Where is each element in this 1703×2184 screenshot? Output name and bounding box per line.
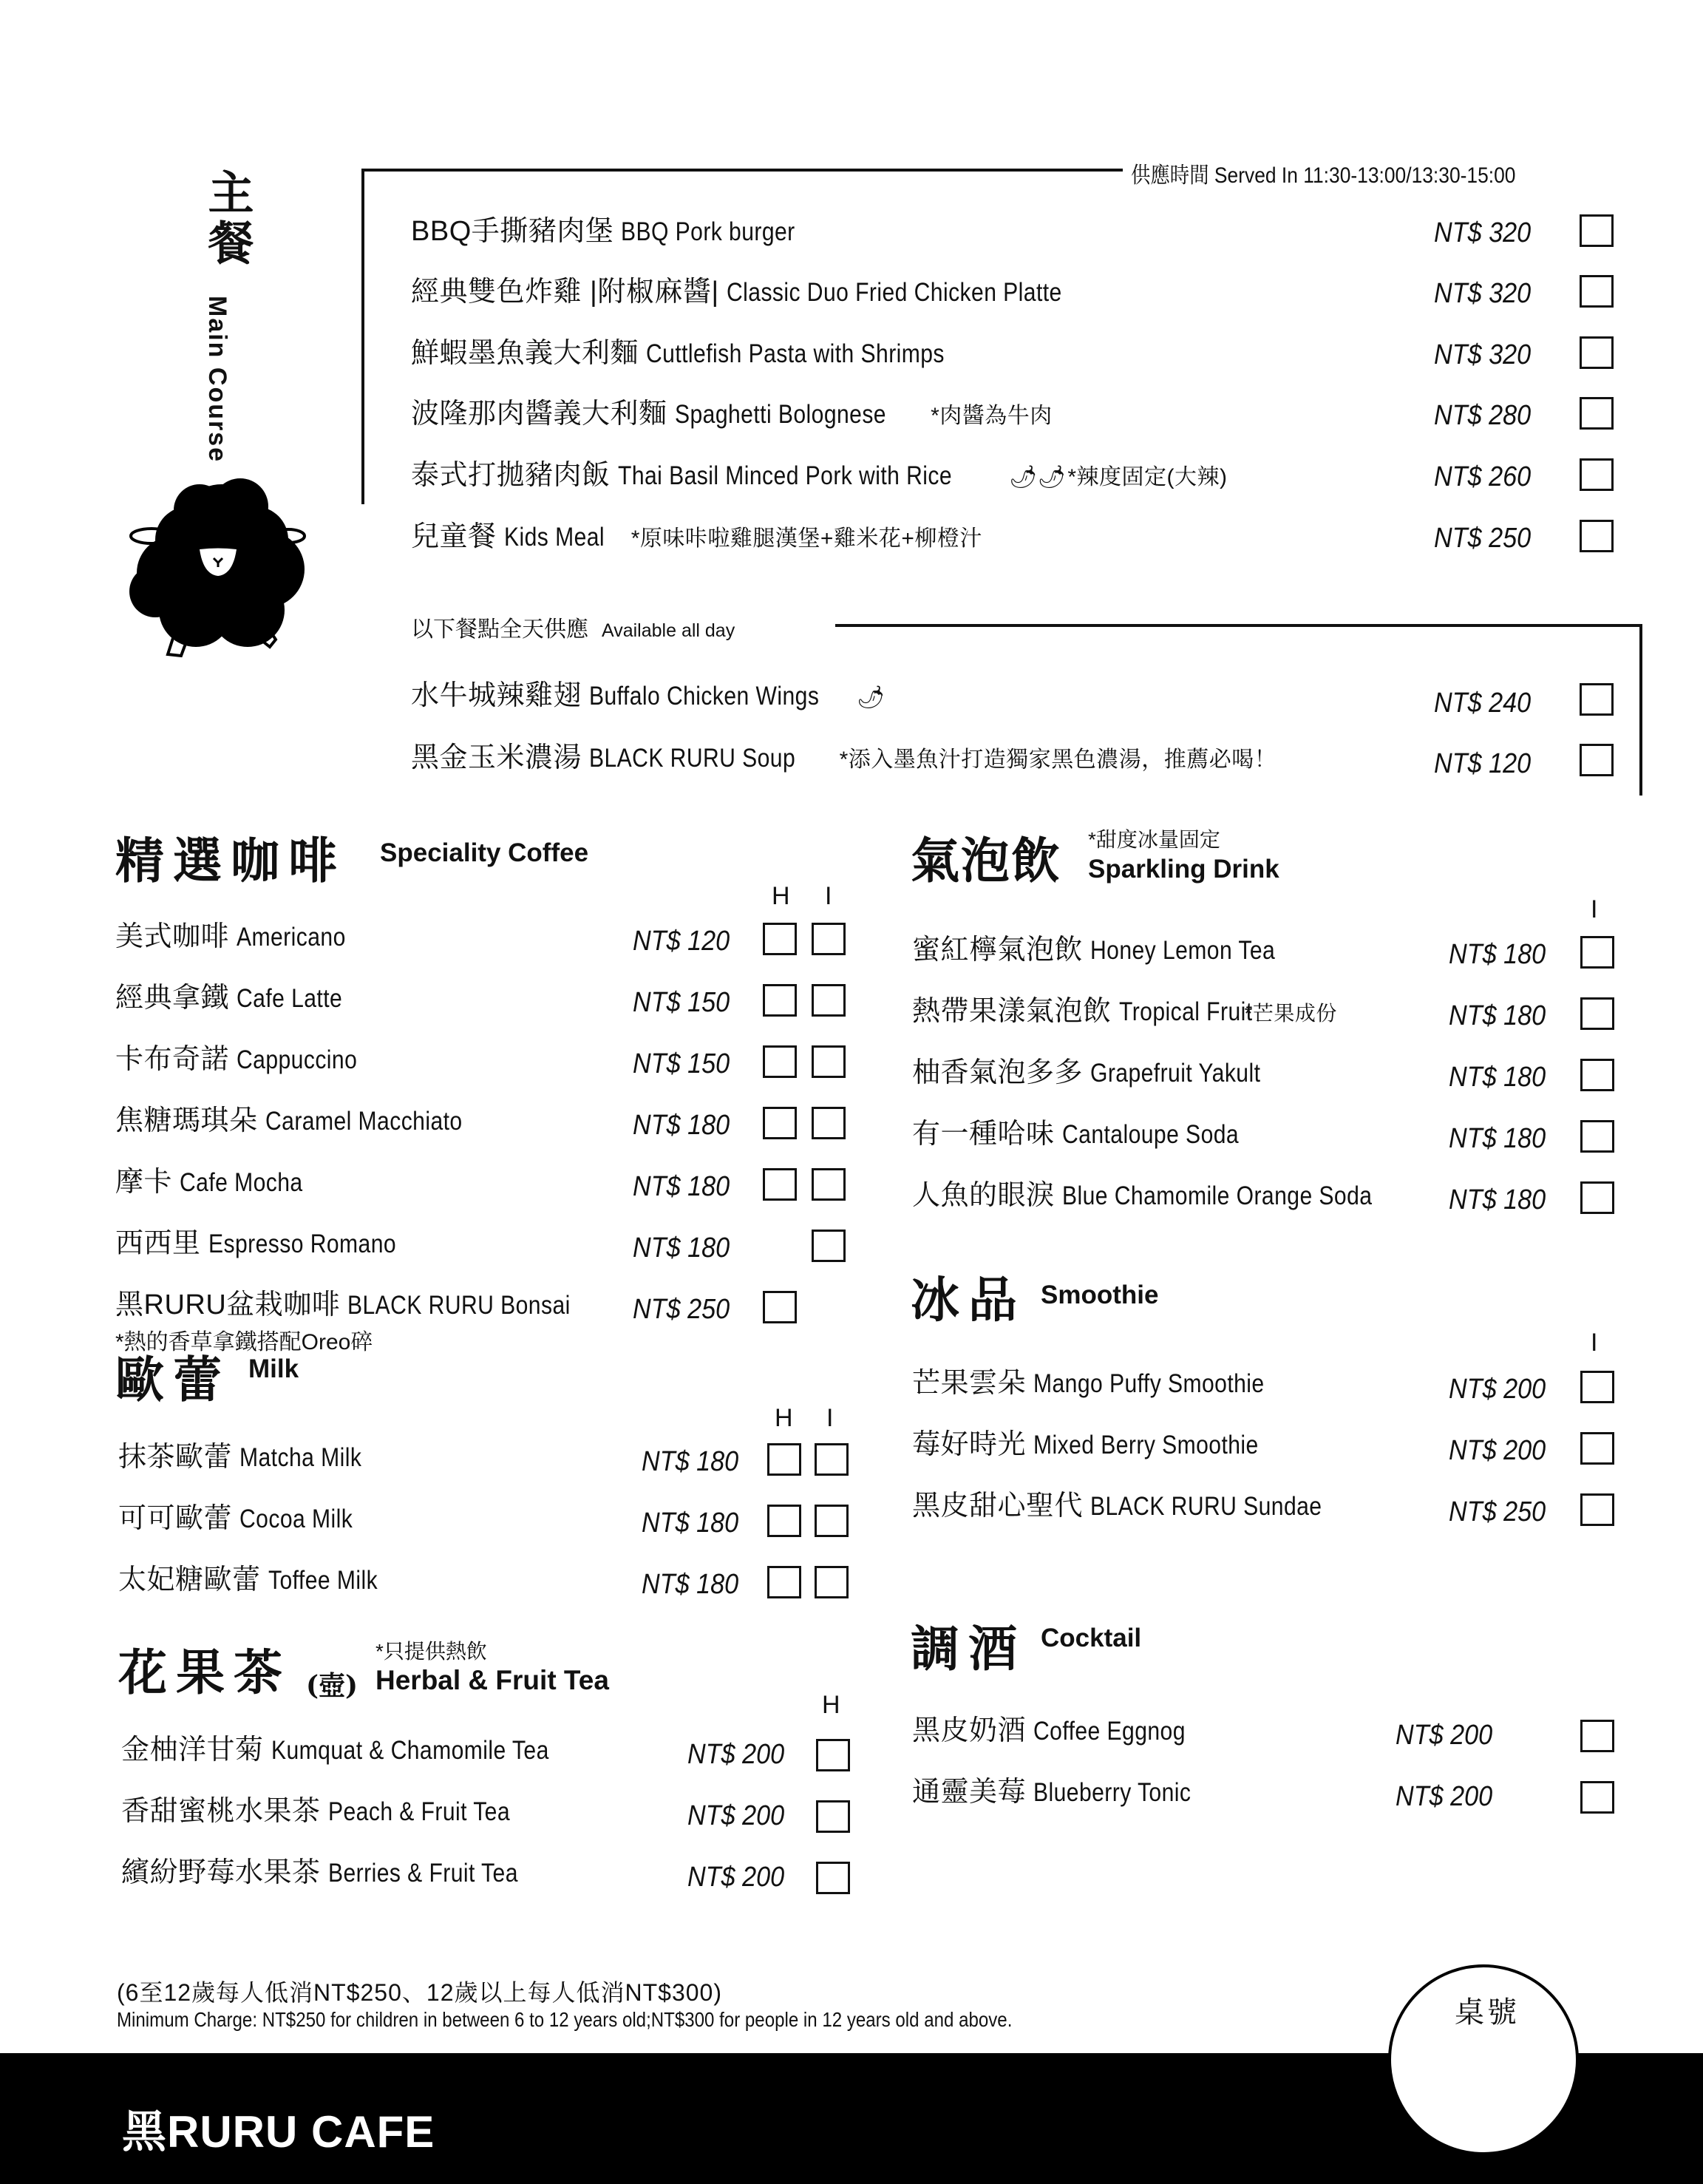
main-item-checkbox[interactable] (1580, 397, 1614, 430)
smoothie-price: NT$ 200 (1449, 1374, 1546, 1405)
all-day-item-checkbox[interactable] (1580, 744, 1614, 776)
smoothie-title-zh: 冰品 (911, 1271, 1026, 1329)
main-item-price: NT$ 320 (1434, 278, 1532, 309)
coffee-item: 美式咖啡 Americano (115, 921, 346, 952)
tea-price: NT$ 200 (687, 1862, 785, 1893)
tea-title-en: Herbal & Fruit Tea (375, 1665, 609, 1695)
sparkling-item: 熱帶果漾氣泡飲 Tropical Fruit*芒果成份 (912, 996, 1337, 1027)
chili-pepper-icon: 🌶 (857, 685, 886, 710)
main-item-price: NT$ 280 (1434, 400, 1532, 431)
sparkling-price: NT$ 180 (1449, 1123, 1546, 1154)
coffee-hot-checkbox[interactable] (763, 923, 797, 955)
cocktail-item: 通靈美莓 Blueberry Tonic (912, 1777, 1192, 1808)
main-item-price: NT$ 320 (1434, 339, 1532, 370)
table-number-label: 桌號 (1455, 1996, 1520, 2029)
sparkling-price: NT$ 180 (1449, 1184, 1546, 1215)
coffee-item: 西西里 Espresso Romano (115, 1228, 396, 1259)
served-in-label: 供應時間 Served In 11:30-13:00/13:30-15:00 (1131, 163, 1516, 188)
main-item: 波隆那肉醬義大利麵 Spaghetti Bolognese *肉醬為牛肉 (411, 399, 1053, 430)
cocktail-item: 黑皮奶酒 Coffee Eggnog (912, 1715, 1186, 1746)
sparkling-price: NT$ 180 (1449, 939, 1546, 970)
sparkling-iced-checkbox[interactable] (1580, 997, 1614, 1030)
cocktail-title-en: Cocktail (1041, 1624, 1142, 1652)
coffee-iced-checkbox[interactable] (812, 984, 846, 1017)
tea-item: 金柚洋甘菊 Kumquat & Chamomile Tea (121, 1734, 549, 1766)
milk-item: 太妃糖歐蕾 Toffee Milk (118, 1564, 378, 1595)
main-course-title-zh: 主餐 (200, 169, 254, 269)
coffee-price: NT$ 180 (633, 1171, 730, 1202)
coffee-price: NT$ 250 (633, 1294, 730, 1325)
coffee-iced-checkbox[interactable] (812, 1045, 846, 1078)
coffee-iced-checkbox[interactable] (812, 923, 846, 955)
milk-iced-checkbox[interactable] (815, 1443, 849, 1476)
main-item-checkbox[interactable] (1580, 214, 1614, 247)
coffee-hot-checkbox[interactable] (763, 1107, 797, 1139)
milk-col-iced: I (826, 1404, 834, 1432)
milk-item: 抹茶歐蕾 Matcha Milk (118, 1442, 362, 1473)
cocktail-checkbox[interactable] (1580, 1781, 1614, 1814)
cocktail-checkbox[interactable] (1580, 1720, 1614, 1752)
all-day-item: 水牛城辣雞翅 Buffalo Chicken Wings 🌶 (411, 680, 886, 711)
milk-item: 可可歐蕾 Cocoa Milk (118, 1503, 353, 1534)
coffee-item: 焦糖瑪琪朵 Caramel Macchiato (115, 1105, 463, 1136)
milk-price: NT$ 180 (642, 1508, 739, 1539)
milk-title-zh: 歐蕾 (115, 1351, 231, 1408)
smoothie-price: NT$ 200 (1449, 1435, 1546, 1466)
sparkling-price: NT$ 180 (1449, 1062, 1546, 1093)
coffee-price: NT$ 120 (633, 926, 730, 957)
tea-hot-checkbox[interactable] (816, 1862, 850, 1894)
tea-title-zh: 花果茶 (118, 1644, 291, 1701)
all-day-item-price: NT$ 240 (1434, 688, 1532, 719)
smoothie-item: 莓好時光 Mixed Berry Smoothie (912, 1429, 1259, 1460)
sheep-mascot-icon (122, 381, 307, 706)
coffee-hot-checkbox[interactable] (763, 1045, 797, 1078)
tea-price: NT$ 200 (687, 1739, 785, 1770)
coffee-price: NT$ 180 (633, 1232, 730, 1264)
smoothie-price: NT$ 250 (1449, 1496, 1546, 1527)
main-item-checkbox[interactable] (1580, 520, 1614, 552)
smoothie-col-iced: I (1591, 1329, 1598, 1357)
main-item: 經典雙色炸雞 |附椒麻醬| Classic Duo Fried Chicken Platte (411, 277, 1062, 308)
main-item: 鮮蝦墨魚義大利麵 Cuttlefish Pasta with Shrimps (411, 338, 945, 369)
milk-price: NT$ 180 (642, 1446, 739, 1477)
tea-price: NT$ 200 (687, 1800, 785, 1831)
sparkling-price: NT$ 180 (1449, 1000, 1546, 1031)
smoothie-item: 黑皮甜心聖代 BLACK RURU Sundae (912, 1491, 1322, 1522)
coffee-item: 經典拿鐵 Cafe Latte (115, 983, 343, 1014)
milk-hot-checkbox[interactable] (767, 1505, 801, 1537)
coffee-price: NT$ 150 (633, 987, 730, 1018)
milk-col-hot: H (775, 1404, 793, 1432)
min-charge-zh: (6至12歲每人低消NT$250、12歲以上每人低消NT$300) (117, 1979, 722, 2006)
chili-pepper-icon: 🌶🌶 (1009, 465, 1067, 489)
coffee-item: 卡布奇諾 Cappuccino (115, 1044, 358, 1075)
all-day-item-checkbox[interactable] (1580, 683, 1614, 716)
tea-hot-checkbox[interactable] (816, 1739, 850, 1771)
tea-title-pot: (壺) (306, 1670, 358, 1701)
sparkling-iced-checkbox[interactable] (1580, 1059, 1614, 1091)
sparkling-title-en: Sparkling Drink (1088, 855, 1279, 884)
main-item-checkbox[interactable] (1580, 336, 1614, 369)
cocktail-price: NT$ 200 (1396, 1720, 1493, 1751)
cocktail-title-zh: 調酒 (911, 1620, 1026, 1678)
sparkling-iced-checkbox[interactable] (1580, 1181, 1614, 1214)
sparkling-note: *甜度冰量固定 (1088, 828, 1220, 851)
sparkling-iced-checkbox[interactable] (1580, 1120, 1614, 1153)
tea-item: 繽紛野莓水果茶 Berries & Fruit Tea (121, 1857, 518, 1888)
sparkling-title-zh: 氣泡飲 (911, 832, 1061, 889)
smoothie-iced-checkbox[interactable] (1580, 1493, 1614, 1526)
main-item-checkbox[interactable] (1580, 275, 1614, 308)
tea-note: *只提供熱飲 (375, 1640, 487, 1663)
sparkling-item: 人魚的眼淚 Blue Chamomile Orange Soda (912, 1180, 1372, 1211)
coffee-item-note: *熱的香草拿鐵搭配Oreo碎 (115, 1330, 373, 1354)
coffee-item: 黑RURU盆栽咖啡 BLACK RURU Bonsai (115, 1289, 571, 1320)
main-item: 兒童餐 Kids Meal *原味咔啦雞腿漢堡+雞米花+柳橙汁 (411, 521, 982, 552)
coffee-iced-checkbox[interactable] (812, 1230, 846, 1262)
coffee-item: 摩卡 Cafe Mocha (115, 1167, 303, 1198)
milk-iced-checkbox[interactable] (815, 1505, 849, 1537)
milk-hot-checkbox[interactable] (767, 1443, 801, 1476)
sparkling-item: 柚香氣泡多多 Grapefruit Yakult (912, 1057, 1261, 1088)
tea-col-hot: H (822, 1691, 840, 1719)
all-day-item-price: NT$ 120 (1434, 748, 1532, 779)
tea-hot-checkbox[interactable] (816, 1800, 850, 1833)
smoothie-title-en: Smoothie (1041, 1281, 1159, 1309)
coffee-iced-checkbox[interactable] (812, 1107, 846, 1139)
cocktail-price: NT$ 200 (1396, 1781, 1493, 1812)
milk-hot-checkbox[interactable] (767, 1566, 801, 1598)
brand-logo: 黑RURU CAFE (122, 2107, 435, 2157)
coffee-col-hot: H (772, 882, 790, 910)
sparkling-iced-checkbox[interactable] (1580, 936, 1614, 969)
sparkling-item: 有一種哈味 Cantaloupe Soda (912, 1119, 1239, 1150)
coffee-hot-checkbox[interactable] (763, 1168, 797, 1201)
coffee-price: NT$ 180 (633, 1110, 730, 1141)
sparkling-item: 蜜紅檸氣泡飲 Honey Lemon Tea (912, 935, 1276, 966)
coffee-price: NT$ 150 (633, 1048, 730, 1079)
milk-iced-checkbox[interactable] (815, 1566, 849, 1598)
smoothie-iced-checkbox[interactable] (1580, 1371, 1614, 1403)
main-item-price: NT$ 250 (1434, 523, 1532, 554)
tea-item: 香甜蜜桃水果茶 Peach & Fruit Tea (121, 1796, 510, 1827)
coffee-hot-checkbox[interactable] (763, 1291, 797, 1323)
main-item-checkbox[interactable] (1580, 458, 1614, 491)
sparkling-col-iced: I (1591, 895, 1598, 923)
milk-title-en: Milk (248, 1354, 299, 1383)
coffee-title-zh: 精選咖啡 (115, 832, 346, 889)
milk-price: NT$ 180 (642, 1569, 739, 1600)
min-charge-en: Minimum Charge: NT$250 for children in between 6 to 12 years old;NT$300 for people in 12 years old and above. (117, 2008, 1013, 2031)
all-day-label: 以下餐點全天供應 Available all day (411, 617, 735, 642)
main-item: 泰式打拋豬肉飯 Thai Basil Minced Pork with Rice 🌶🌶*辣度固定(大辣) (411, 460, 1228, 491)
main-item-price: NT$ 320 (1434, 217, 1532, 248)
coffee-iced-checkbox[interactable] (812, 1168, 846, 1201)
coffee-hot-checkbox[interactable] (763, 984, 797, 1017)
coffee-col-iced: I (825, 882, 832, 910)
all-day-item: 黑金玉米濃湯 BLACK RURU Soup *添入墨魚汁打造獨家黑色濃湯，推薦必喝！ (411, 742, 1277, 773)
main-item: BBQ手撕豬肉堡 BBQ Pork burger (411, 216, 795, 247)
smoothie-iced-checkbox[interactable] (1580, 1432, 1614, 1465)
main-course-title-en: Main Course (203, 296, 231, 464)
main-item-price: NT$ 260 (1434, 461, 1532, 492)
coffee-title-en: Speciality Coffee (380, 838, 589, 867)
smoothie-item: 芒果雲朵 Mango Puffy Smoothie (912, 1368, 1265, 1399)
